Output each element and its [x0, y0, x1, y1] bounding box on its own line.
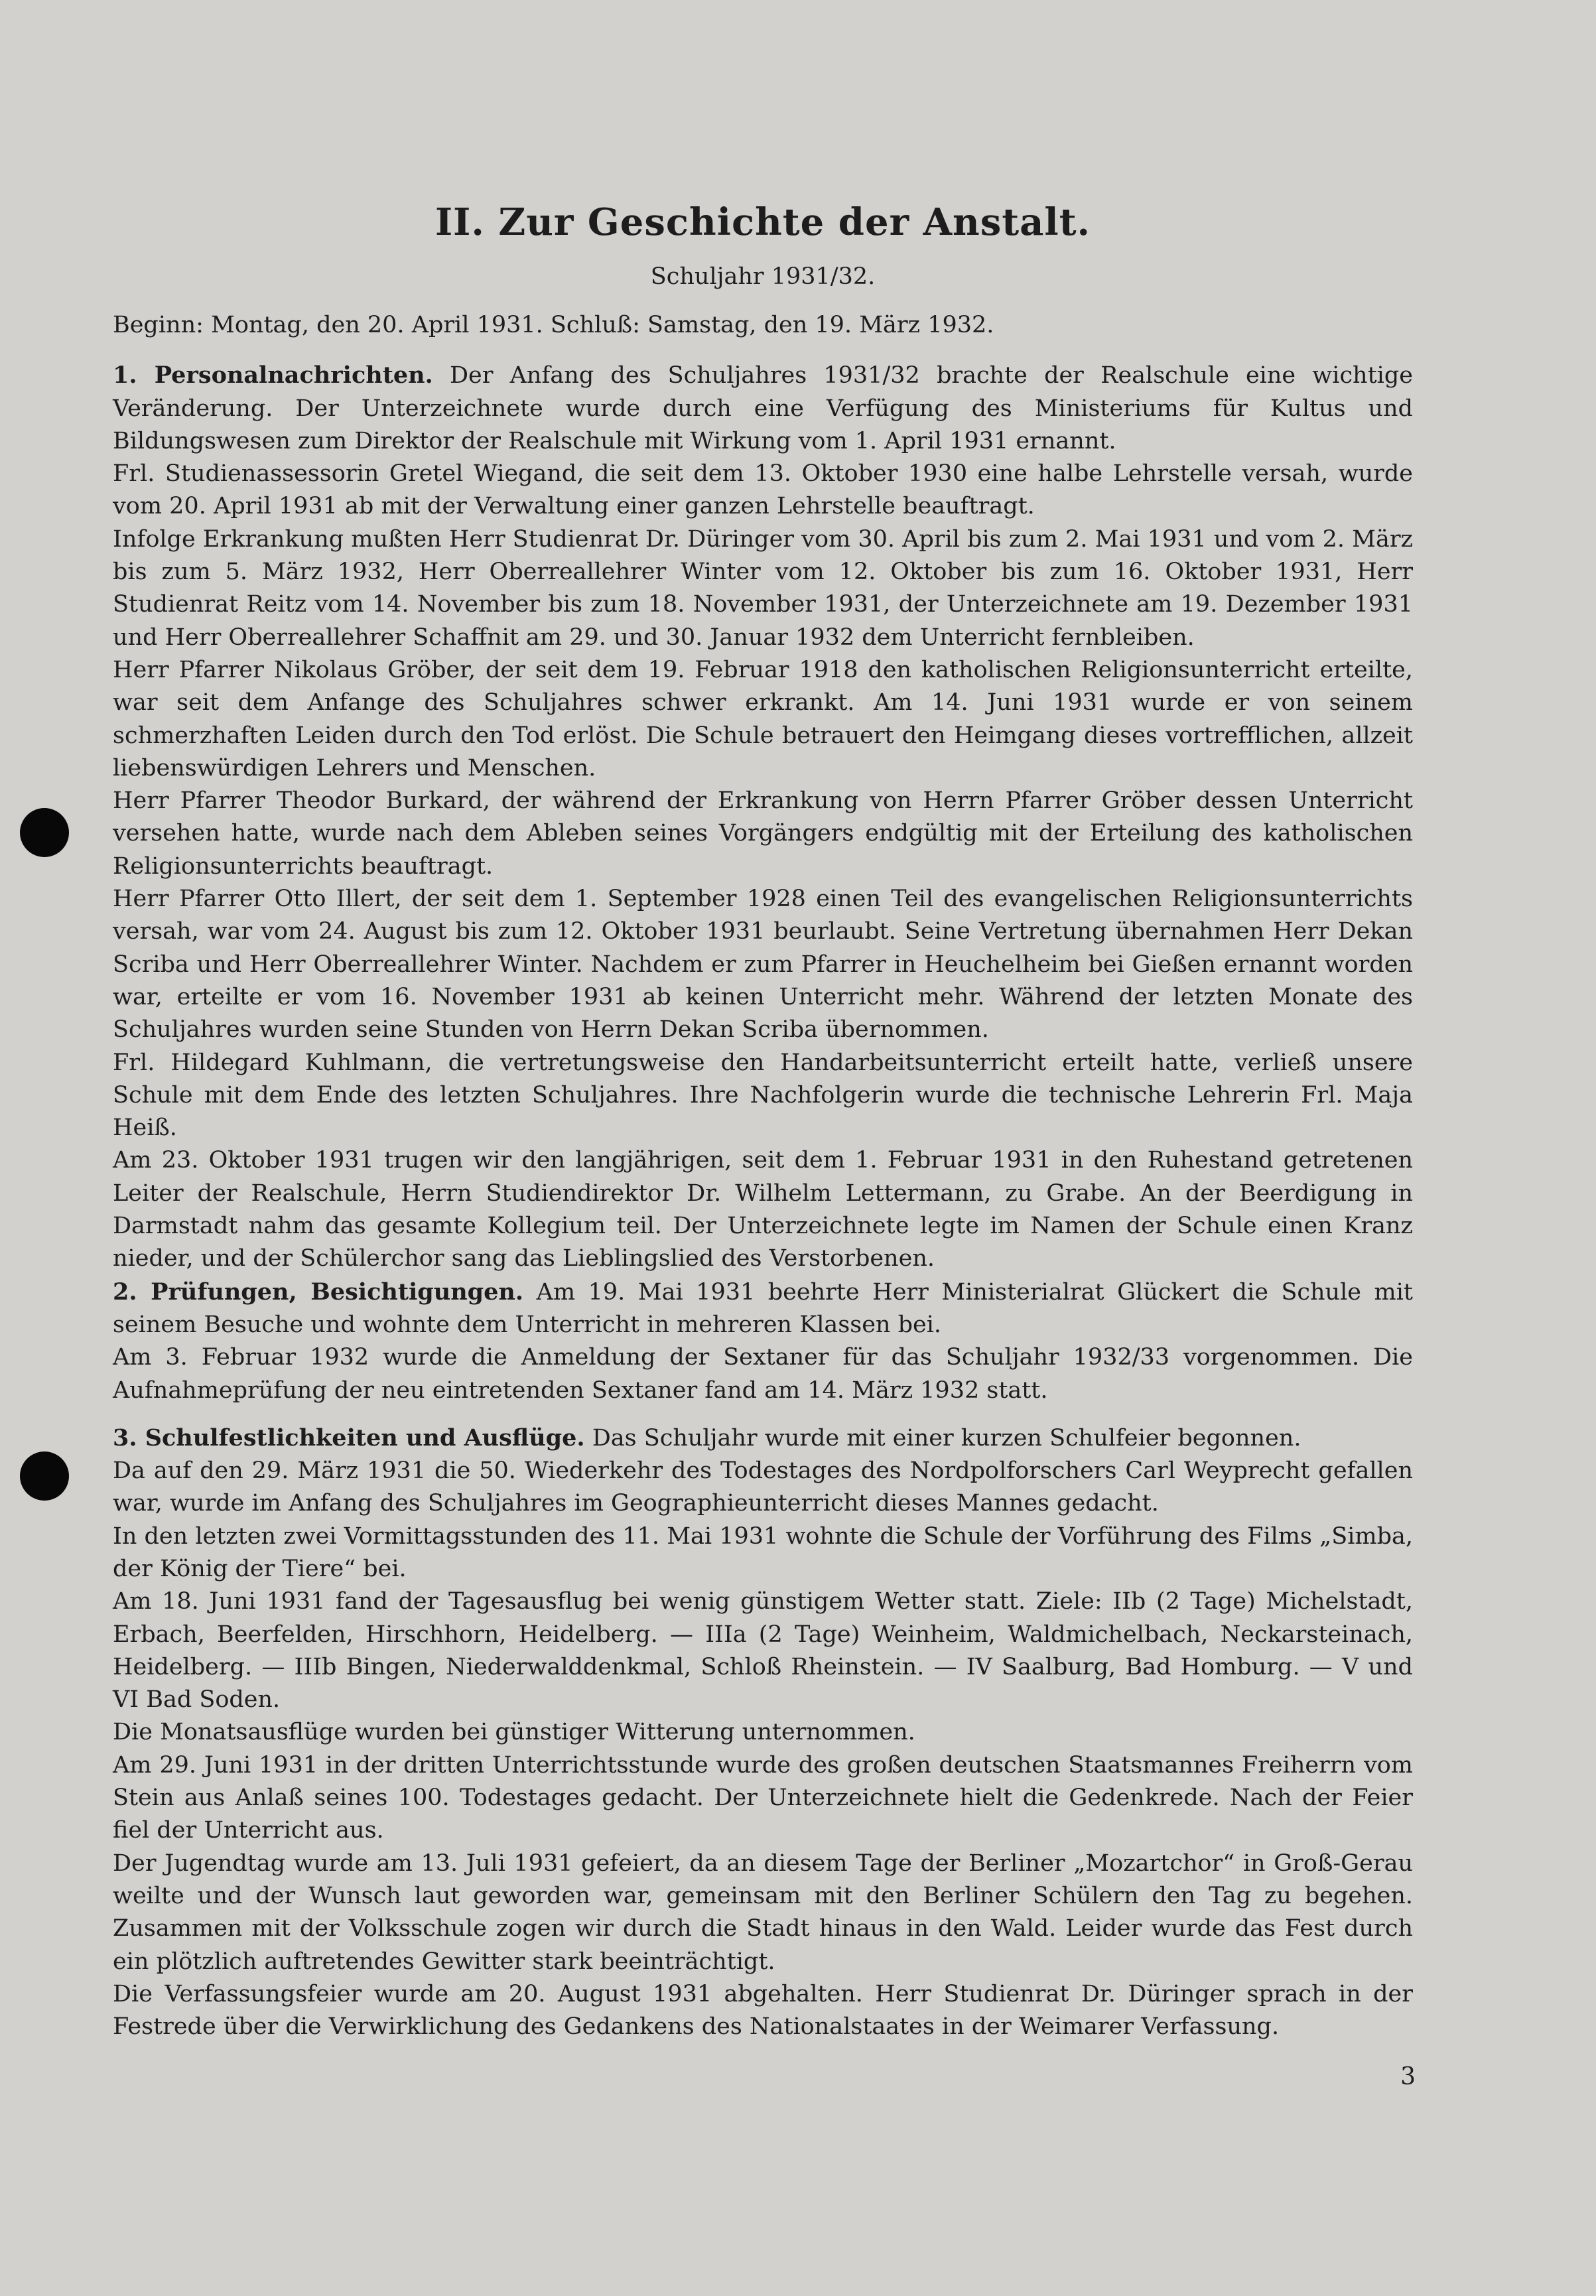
paragraph: Am 18. Juni 1931 fand der Tagesausflug bei wenig günstigem Wetter statt. Ziele: IIb (2 Tage) Michelstadt, Erbach, Beerfelden, Hirschhorn, Heidelberg. — IIIa (2 Tage) Weinheim, Waldmichelbach, Neckarsteinach, Heidelberg. — IIIb Bingen, Niederwalddenkmal, Schloß Rheinstein. — IV Saalburg, Bad Homburg. — V und VI Bad Soden. — [113, 1588, 1413, 1714]
paragraph: Die Verfassungsfeier wurde am 20. August 1931 abgehalten. Herr Studienrat Dr. Düringer sprach in der Festrede über die Verwirklichung des Gedankens des Nationalstaates in der Weimarer Verfassung. — [113, 1980, 1413, 2041]
paragraph: Am 23. Oktober 1931 trugen wir den langjährigen, seit dem 1. Februar 1931 in den Ruhestand getretenen Leiter der Realschule, Herrn Studiendirektor Dr. Wilhelm Lettermann, zu Grabe. An der Beerdigung in Darmstadt nahm das gesamte Kollegium teil. Der Unterzeichnete legte im Namen der Schule einen Kranz nieder, und der Schülerchor sang das Lieblingslied des Verstorbenen. — [113, 1147, 1413, 1272]
paragraph: Herr Pfarrer Otto Illert, der seit dem 1. September 1928 einen Teil des evangelischen Religionsunterrichts versah, war vom 24. August bis zum 12. Oktober 1931 beurlaubt. Seine Vertretung übernahmen Herr Dekan Scriba und Herr Oberreallehrer Winter. Nachdem er zum Pfarrer in Heuchelheim bei Gießen ernannt worden war, erteilte er vom 16. November 1931 ab keinen Unterricht mehr. Während der letzten Monate des Schuljahres wurden seine Stunden von Herrn Dekan Scriba übernommen. — [113, 886, 1413, 1044]
school-year: Schuljahr 1931/32. — [650, 263, 876, 290]
page-title: II. Zur Geschichte der Anstalt. — [434, 200, 1091, 244]
page-number: 3 — [1400, 2063, 1416, 2090]
paragraph-text: Der Anfang des Schuljahres 1931/32 brachte der Realschule eine wichtige Veränderung. Der Unterzeichnete wurde durch eine Verfügung des Ministeriums für Kultus und Bildungswesen zum Direktor der Realschule mit Wirkung vom 1. April 1931 ernannt. — [113, 362, 1413, 454]
paragraph-text: Am 19. Mai 1931 beehrte Herr Ministerialrat Glückert die Schule mit seinem Besuche und wohnte dem Unterricht in mehreren Klassen bei. — [113, 1278, 1413, 1338]
paragraph — [113, 1276, 1413, 1342]
paragraph: Infolge Erkrankung mußten Herr Studienrat Dr. Düringer vom 30. April bis zum 2. Mai 1931 und vom 2. März bis zum 5. März 1932, Herr Oberreallehrer Winter vom 12. Oktober bis zum 16. Oktober 1931, Herr Studienrat Reitz vom 14. November bis zum 18. November 1931, der Unterzeichnete am 19. Dezember 1931 und Herr Oberreallehrer Schaffnit am 29. und 30. Januar 1932 dem Unterricht fernbleiben. — [113, 525, 1413, 651]
paragraph: Herr Pfarrer Nikolaus Gröber, der seit dem 19. Februar 1918 den katholischen Religionsunterricht erteilte, war seit dem Anfange des Schuljahres schwer erkrankt. Am 14. Juni 1931 wurde er von seinem schmerzhaften Leiden durch den Tod erlöst. Die Schule betrauert den Heimgang dieses vortrefflichen, allzeit liebenswürdigen Lehrers und Menschen. — [113, 656, 1413, 781]
paragraph: Herr Pfarrer Theodor Burkard, der während der Erkrankung von Herrn Pfarrer Gröber dessen Unterricht versehen hatte, wurde nach dem Ableben seines Vorgängers endgültig mit der Erteilung des katholischen Religionsunterrichts beauftragt. — [113, 787, 1413, 880]
paragraph: Der Jugendtag wurde am 13. Juli 1931 gefeiert, da an diesem Tage der Berliner „Mozartchor“ in Groß-Gerau weilte und der Wunsch laut geworden war, gemeinsam mit den Berliner Schülern den Tag zu begehen. Zusammen mit der Volksschule zogen wir durch die Stadt hinaus in den Wald. Leider wurde das Fest durch ein plötzlich auftretendes Gewitter stark beeinträchtigt. — [113, 1850, 1413, 1975]
section-heading: 1. Personalnachrichten. — [113, 362, 433, 389]
section-heading: 3. Schulfestlichkeiten und Ausflüge. — [113, 1424, 585, 1452]
paragraph: Am 29. Juni 1931 in der dritten Unterrichtsstunde wurde des großen deutschen Staatsmannes Freiherrn vom Stein aus Anlaß seines 100. Todestages gedacht. Der Unterzeichnete hielt die Gedenkrede. Nach der Feier fiel der Unterricht aus. — [113, 1751, 1413, 1844]
punch-hole — [20, 1452, 69, 1501]
paragraph: Frl. Studienassessorin Gretel Wiegand, die seit dem 13. Oktober 1930 eine halbe Lehrstelle versah, wurde vom 20. April 1931 ab mit der Verwaltung einer ganzen Lehrstelle beauftragt. — [113, 460, 1413, 520]
paragraph: Am 3. Februar 1932 wurde die Anmeldung der Sextaner für das Schuljahr 1932/33 vorgenommen. Die Aufnahmeprüfung der neu eintretenden Sextaner fand am 14. März 1932 statt. — [113, 1344, 1413, 1404]
paragraph-text: Das Schuljahr wurde mit einer kurzen Schulfeier begonnen. — [592, 1424, 1301, 1452]
punch-hole — [20, 808, 69, 857]
paragraph: Da auf den 29. März 1931 die 50. Wiederkehr des Todestages des Nordpolforschers Carl Weyprecht gefallen war, wurde im Anfang des Schuljahres im Geographieunterricht dieses Mannes gedacht. — [113, 1457, 1413, 1517]
paragraph — [113, 359, 1413, 458]
paragraph: In den letzten zwei Vormittagsstunden des 11. Mai 1931 wohnte die Schule der Vorführung des Films „Simba, der König der Tiere“ bei. — [113, 1522, 1413, 1582]
school-dates: Beginn: Montag, den 20. April 1931. Schluß: Samstag, den 19. März 1932. — [113, 312, 994, 338]
section-heading: 2. Prüfungen, Besichtigungen. — [113, 1278, 524, 1306]
paragraph — [113, 1422, 1413, 1455]
paragraph: Die Monatsausflüge wurden bei günstiger Witterung unternommen. — [113, 1719, 915, 1746]
page-content — [113, 196, 1413, 2043]
paragraph: Frl. Hildegard Kuhlmann, die vertretungsweise den Handarbeitsunterricht erteilt hatte, verließ unsere Schule mit dem Ende des letzten Schuljahres. Ihre Nachfolgerin wurde die technische Lehrerin Frl. Maja Heiß. — [113, 1049, 1413, 1142]
